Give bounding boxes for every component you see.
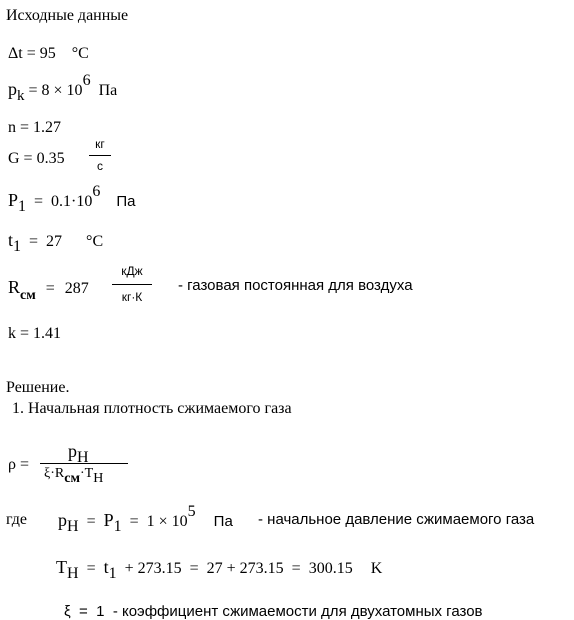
rsm-unit-denominator: кг·К	[121, 290, 143, 304]
n-line: n = 1.27	[8, 119, 62, 136]
th-symbol: T	[56, 557, 67, 577]
th-t-symbol: t	[103, 557, 109, 577]
th-eq: =	[86, 560, 96, 577]
g-fraction-bar	[89, 155, 111, 156]
p1-exponent: 6	[92, 183, 101, 200]
rsm-symbol: R	[8, 277, 21, 297]
where-ph-subscript: H	[67, 518, 79, 535]
dt-value: 95	[39, 45, 56, 62]
t1-value: 27	[46, 233, 63, 250]
heading-initial-data: Исходные данные	[6, 7, 129, 24]
where-exponent: 5	[187, 503, 196, 520]
pk-line	[8, 72, 118, 104]
step1-heading: 1. Начальная плотность сжимаемого газа	[12, 400, 292, 417]
t1-unit: °C	[86, 233, 104, 250]
rho-denominator	[44, 466, 104, 486]
g-unit-denominator: с	[97, 159, 103, 173]
where-comment: - начальное давление сжимаемого газа	[258, 511, 535, 528]
where-label: где	[6, 511, 28, 528]
p1-eq: =	[34, 193, 44, 210]
rsm-line	[8, 277, 89, 303]
where-p1-subscript: 1	[113, 518, 122, 535]
rho-den-subscript2: H	[93, 471, 104, 486]
t1-symbol: t	[8, 230, 14, 250]
xi-line: ξ = 1 - коэффициент сжимаемости для двухатомных газов	[64, 603, 483, 620]
pk-subscript: k	[17, 88, 25, 104]
dt-line	[8, 46, 89, 62]
p1-unit: Па	[116, 193, 136, 210]
where-eq2: =	[129, 513, 139, 530]
rsm-eq: =	[45, 280, 55, 297]
rsm-value: 287	[64, 280, 89, 297]
k-line: k = 1.41	[8, 325, 62, 342]
where-p1-symbol: P	[103, 510, 114, 530]
th-line	[56, 557, 383, 582]
rho-den-subscript: см	[64, 471, 80, 486]
t1-eq: =	[29, 233, 39, 250]
where-ph-symbol: p	[58, 510, 67, 530]
p1-value: 0.1·10	[51, 193, 93, 210]
where-eq1: =	[86, 513, 96, 530]
rho-num-subscript: H	[77, 449, 89, 466]
pk-eq: =	[28, 82, 38, 99]
th-rest: + 273.15 = 27 + 273.15 = 300.15	[124, 560, 353, 577]
rho-den-part-a: ξ·R	[44, 466, 65, 481]
p1-line	[8, 183, 136, 215]
rho-numerator	[68, 441, 89, 466]
rsm-comment: - газовая постоянная для воздуха	[178, 277, 413, 294]
dt-symbol: Δt	[8, 45, 23, 62]
dt-eq: =	[26, 45, 36, 62]
t1-subscript: 1	[13, 238, 22, 255]
rho-fraction-bar	[40, 463, 128, 464]
th-t-subscript: 1	[108, 565, 117, 582]
solution-title: Решение.	[6, 379, 70, 396]
rho-den-part-b: ·T	[80, 466, 94, 481]
pk-exponent: 6	[82, 72, 91, 89]
th-unit: K	[370, 560, 383, 577]
dt-unit: °C	[71, 45, 89, 62]
rho-num-symbol: p	[68, 441, 77, 461]
g-lhs: G = 0.35	[8, 150, 65, 167]
rsm-unit-numerator: кДж	[121, 264, 143, 278]
th-subscript: H	[67, 565, 79, 582]
p1-symbol: P	[8, 190, 19, 210]
where-value: 1 × 10	[146, 513, 188, 530]
t1-line	[8, 230, 104, 255]
where-line	[58, 503, 233, 535]
pk-symbol: p	[8, 79, 17, 99]
rho-lhs: ρ =	[8, 456, 30, 473]
g-unit-numerator: кг	[95, 137, 105, 151]
pk-value: 8 × 10	[41, 82, 83, 99]
where-unit: Па	[213, 513, 233, 530]
rsm-subscript: см	[20, 288, 36, 303]
rsm-fraction-bar	[112, 284, 152, 285]
p1-subscript: 1	[18, 198, 27, 215]
pk-unit: Па	[98, 82, 118, 99]
